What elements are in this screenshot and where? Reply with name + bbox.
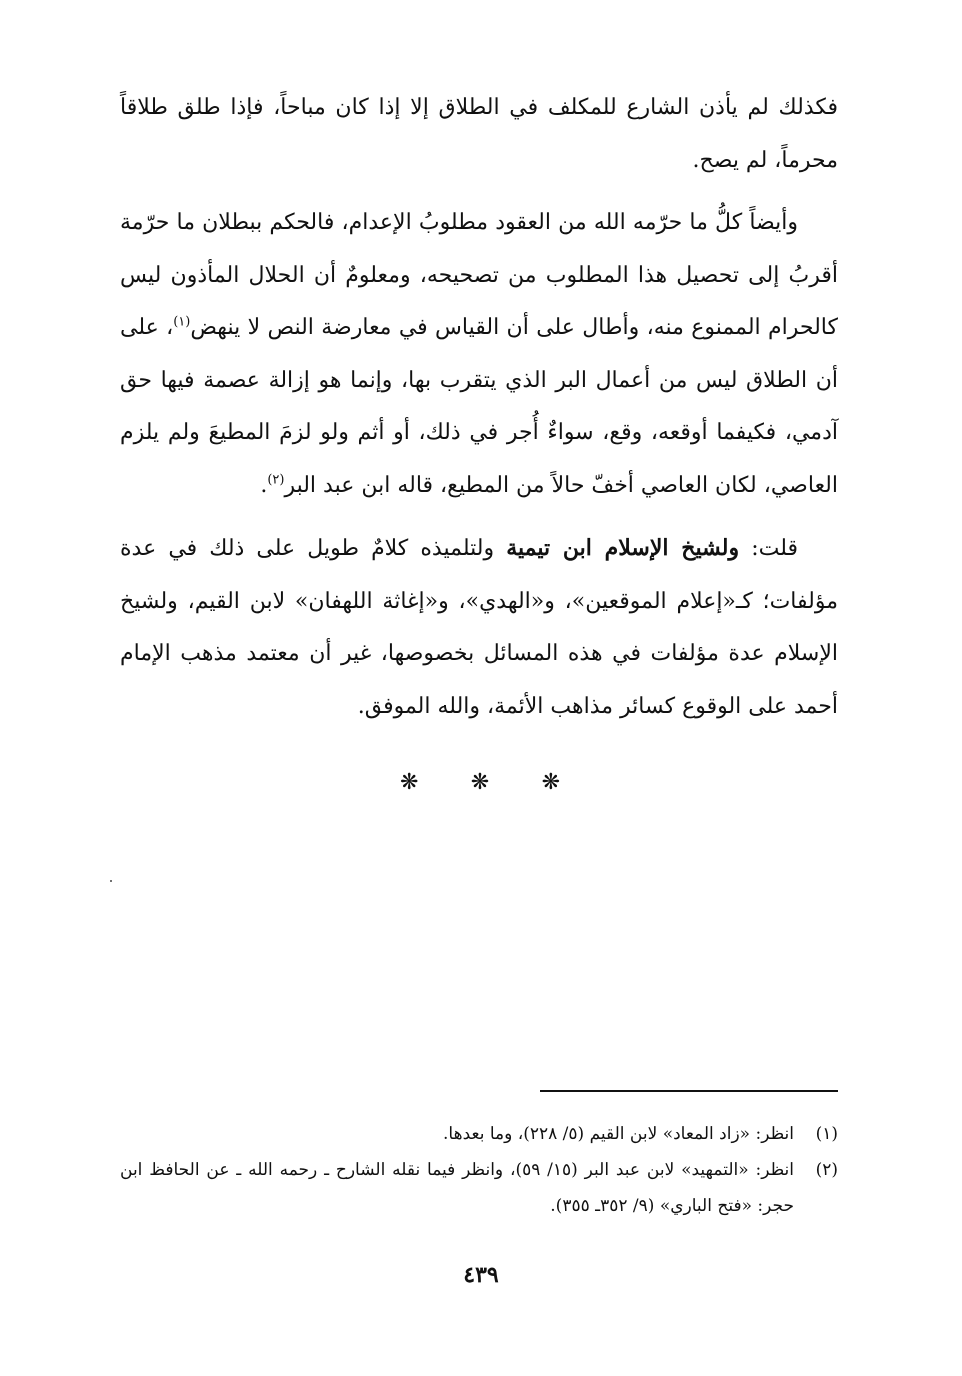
footnote-1	[120, 1116, 838, 1152]
paragraph-2-text-a: وأيضاً كلُّ ما حرّمه الله من العقود مطلوبُ الإعدام، فالحكم ببطلان ما حرّمة أقربُ إلى تحصيل هذا المطلوب من تصحيحه، ومعلومٌ أن الحلال المأذون ليس كالحرام الممنوع منه، وأطال على أن القياس في معارضة النص لا ينهض	[120, 210, 838, 340]
paragraph-1-text: فكذلك لم يأذن الشارع للمكلف في الطلاق إلا إذا كان مباحاً، فإذا طلق طلاقاً محرماً، لم يصح.	[120, 95, 838, 173]
page-number: ٤٣٩	[463, 1262, 499, 1288]
paragraph-2-text-b: ، على أن الطلاق ليس من أعمال البر الذي يتقرب بها، وإنما هو إزالة عصمة فيها حق آدمي، فكيفما أوقعه، وقع، سواءٌ أُجر في ذلك، أو أثم ولو لزمَ المطيعَ ولم يلزم العاصي، لكان العاصي أخفّ حالاً من المطيع، قاله ابن عبد البر	[120, 315, 838, 498]
footnote-ref-1[interactable]: (١)	[173, 314, 191, 330]
paragraph-3-lead: قلت:	[739, 536, 799, 561]
paragraph-3	[120, 522, 838, 733]
paragraph-2	[120, 197, 838, 512]
footnote-number: (٢)	[815, 1160, 838, 1180]
paragraph-3-bold: ولشيخ الإسلام ابن تيمية	[506, 535, 740, 561]
scan-speck	[110, 880, 112, 882]
section-separator	[400, 770, 560, 795]
separator-star-icon: ❋	[470, 770, 490, 795]
footnote-ref-2[interactable]: (٢)	[267, 472, 285, 488]
separator-star-icon: ❋	[541, 770, 560, 795]
footnote-text: انظر: «التمهيد» لابن عبد البر (١٥/ ٥٩)، وانظر فيما نقله الشارح ـ رحمه الله ـ عن الحافظ ابن حجر: «فتح الباري» (٩/ ٣٥٢ـ ٣٥٥).	[120, 1160, 794, 1216]
paragraph-3-text: ولتلميذه كلامٌ طويل على ذلك في عدة مؤلفات؛ كـ«إعلام الموقعين»، و«الهدي»، و«إغاثة اللهفان» لابن القيم، ولشيخ الإسلام عدة مؤلفات في هذه المسائل بخصوصها، غير أن معتمد مذهب الإمام أحمد على الوقوع كسائر مذاهب الأئمة، والله الموفق.	[120, 536, 838, 719]
footnote-number: (١)	[815, 1124, 838, 1144]
main-text	[120, 82, 838, 743]
separator-star-icon: ❋	[400, 770, 419, 795]
paragraph-1	[120, 82, 838, 187]
footnote-text: انظر: «زاد المعاد» لابن القيم (٥/ ٢٢٨)، وما بعدها.	[443, 1124, 794, 1144]
footnote-2	[120, 1152, 838, 1224]
footnote-divider	[540, 1090, 838, 1092]
footnotes	[120, 1116, 838, 1224]
paragraph-2-end: .	[260, 472, 268, 498]
